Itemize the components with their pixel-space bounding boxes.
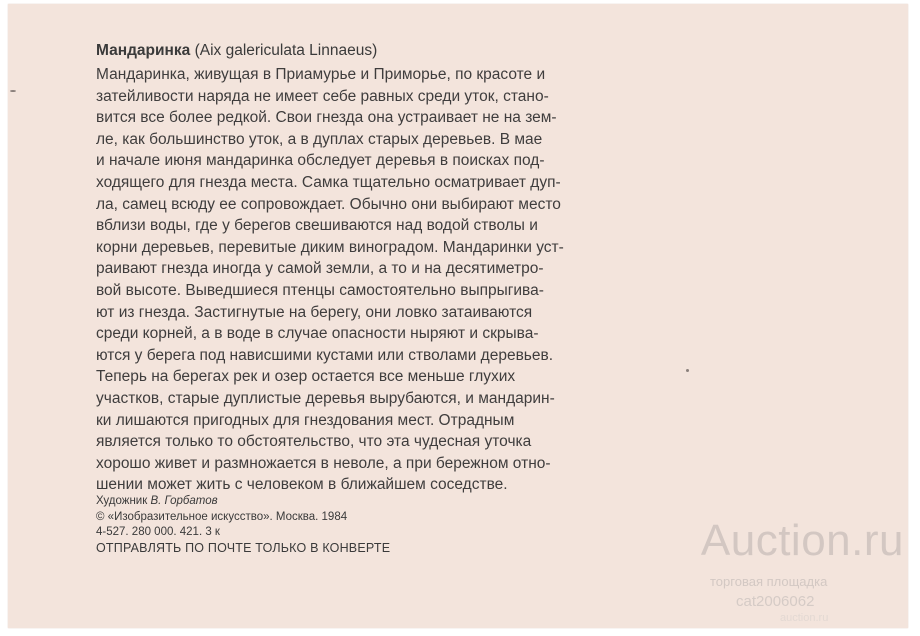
description-text: [96, 64, 564, 496]
text-line: является только то обстоятельство, что эта чудесная уточка: [96, 433, 532, 451]
text-line: ки лишаются пригодных для гнездования мест. Отрадным: [96, 411, 515, 429]
species-heading: [96, 42, 377, 60]
text-line: участков, старые дуплистые деревья вырубаются, и мандарин-: [96, 389, 555, 407]
text-line: вится все более редкой. Свои гнезда она устраивает не на зем-: [96, 109, 557, 127]
text-line: корни деревьев, перевитые диким виноградом. Мандаринки уст-: [96, 238, 564, 256]
text-line: среди корней, а в воде в случае опасности ныряют и скрыва-: [96, 325, 539, 343]
text-line: шении может жить с человеком в ближайшем соседстве.: [96, 476, 508, 494]
text-line: Теперь на берегах рек и озер остается все меньше глухих: [96, 368, 516, 386]
text-line: ле, как большинство уток, а в дуплах старых деревьев. В мае: [96, 130, 543, 148]
artist-credit: [96, 494, 390, 510]
species-common-name: Мандаринка: [96, 42, 191, 59]
text-line: раивают гнезда иногда у самой земли, а то и на десятиметро-: [96, 260, 544, 278]
text-line: хорошо живет и размножается в неволе, а при бережном отно-: [96, 454, 551, 472]
artist-name: В. Горбатов: [150, 495, 218, 507]
auction-watermark: Auction.ru: [700, 516, 904, 565]
text-line: ла, самец всюду ее сопровождает. Обычно они выбирают место: [96, 195, 561, 213]
watermark-domain: auction.ru: [780, 612, 829, 624]
text-line: ются у берега под нависшими кустами или стволами деревьев.: [96, 346, 554, 364]
text-line: ют из гнезда. Застигнутые на берегу, они ловко затаиваются: [96, 303, 533, 321]
watermark-tagline: торговая площадка: [710, 574, 828, 589]
print-code: 4-527. 280 000. 421. 3 к: [96, 526, 220, 538]
mail-instruction: ОТПРАВЛЯТЬ ПО ПОЧТЕ ТОЛЬКО В КОНВЕРТЕ: [96, 540, 391, 555]
text-line: и начале июня мандаринка обследует деревья в поисках под-: [96, 152, 545, 170]
text-line: вблизи воды, где у берегов свешиваются над водой стволы и: [96, 217, 538, 235]
publisher-line: © «Изобразительное искусство». Москва. 1984: [96, 510, 348, 523]
text-line: Мандаринка, живущая в Приамурье и Приморье, по красоте и: [96, 66, 546, 83]
species-latin-name: (Aix galericulata Linnaeus): [194, 42, 378, 59]
publication-credits: [96, 494, 390, 556]
paper-speck: [686, 369, 689, 372]
text-line: вой высоте. Выведшиеся птенцы самостоятельно выпрыгива-: [96, 281, 544, 299]
watermark-lot-id: cat2006062: [736, 593, 815, 610]
text-line: ходящего для гнезда места. Самка тщательно осматривает дуп-: [96, 173, 561, 191]
paper-speck: [10, 90, 16, 92]
artist-label: Художник: [96, 495, 148, 507]
text-line: затейливости наряда не имеет себе равных среди уток, стано-: [96, 87, 549, 105]
